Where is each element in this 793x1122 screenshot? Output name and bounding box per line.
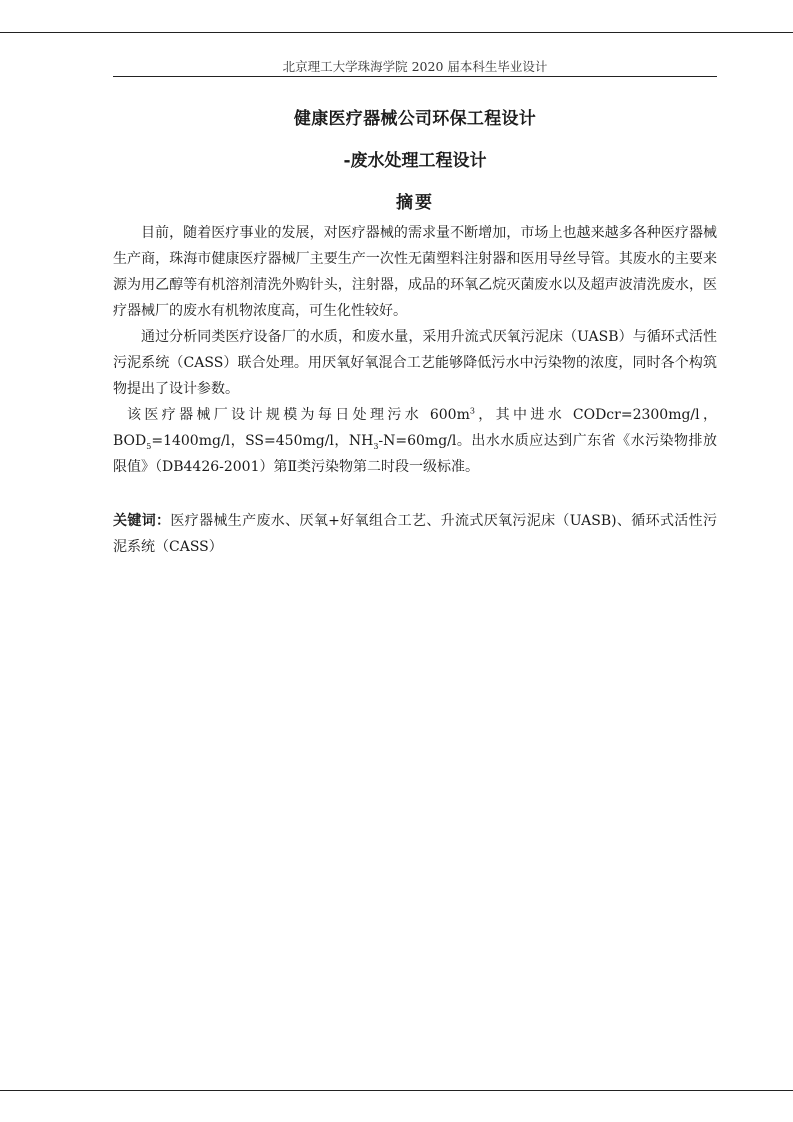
header-rule — [113, 76, 717, 77]
p3-text-3: =1400mg/l，SS=450mg/l，NH — [151, 433, 374, 449]
abstract-paragraph-2: 通过分析同类医疗设备厂的水质，和废水量，采用升流式厌氧污泥床（UASB）与循环式活性污泥系统（CASS）联合处理。用厌氧好氧混合工艺能够降低污水中污染物的浓度，同时各个构筑物提出了设计参数。 — [113, 329, 717, 397]
document-subtitle: -废水处理工程设计 — [343, 151, 487, 171]
page-bottom-rule — [0, 1090, 793, 1091]
p3-text-1: 该医疗器械厂设计规模为每日处理污水 600m — [127, 407, 470, 423]
page-top-rule — [0, 32, 793, 33]
abstract-paragraph-3 — [113, 402, 717, 480]
abstract-body — [113, 220, 717, 480]
keywords-text: 医疗器械生产废水、厌氧+好氧组合工艺、升流式厌氧污泥床（UASB)、循环式活性污泥系统（CASS） — [113, 513, 717, 555]
abstract-paragraph-1: 目前，随着医疗事业的发展，对医疗器械的需求量不断增加，市场上也越来越多各种医疗器械生产商，珠海市健康医疗器械厂主要生产一次性无菌塑料注射器和医用导丝导管。其废水的主要来源为用乙醇等有机溶剂清洗外购针头，注射器，成品的环氧乙烷灭菌废水以及超声波清洗废水，医疗器械厂的废水有机物浓度高，可生化性较好。 — [113, 225, 717, 319]
keywords — [113, 508, 717, 560]
document-title: 健康医疗器械公司环保工程设计 — [293, 109, 537, 129]
p3-text-2: ，其中进水 CODcr=2300mg/l，BOD — [113, 407, 717, 449]
abstract-heading: 摘要 — [396, 193, 434, 213]
running-header: 北京理工大学珠海学院 2020 届本科生毕业设计 — [282, 59, 548, 74]
p3-sub-nh: 3 — [373, 441, 379, 451]
p3-text-4: -N=60mg/l。出水水质应达到广东省《水污染物排放限值》（DB4426-2001）第Ⅱ类污染物第二时段一级标准。 — [113, 433, 717, 475]
keywords-label: 关键词： — [113, 513, 171, 529]
p3-sup-cubic: 3 — [469, 406, 475, 416]
p3-sub-bod: 5 — [146, 441, 152, 451]
